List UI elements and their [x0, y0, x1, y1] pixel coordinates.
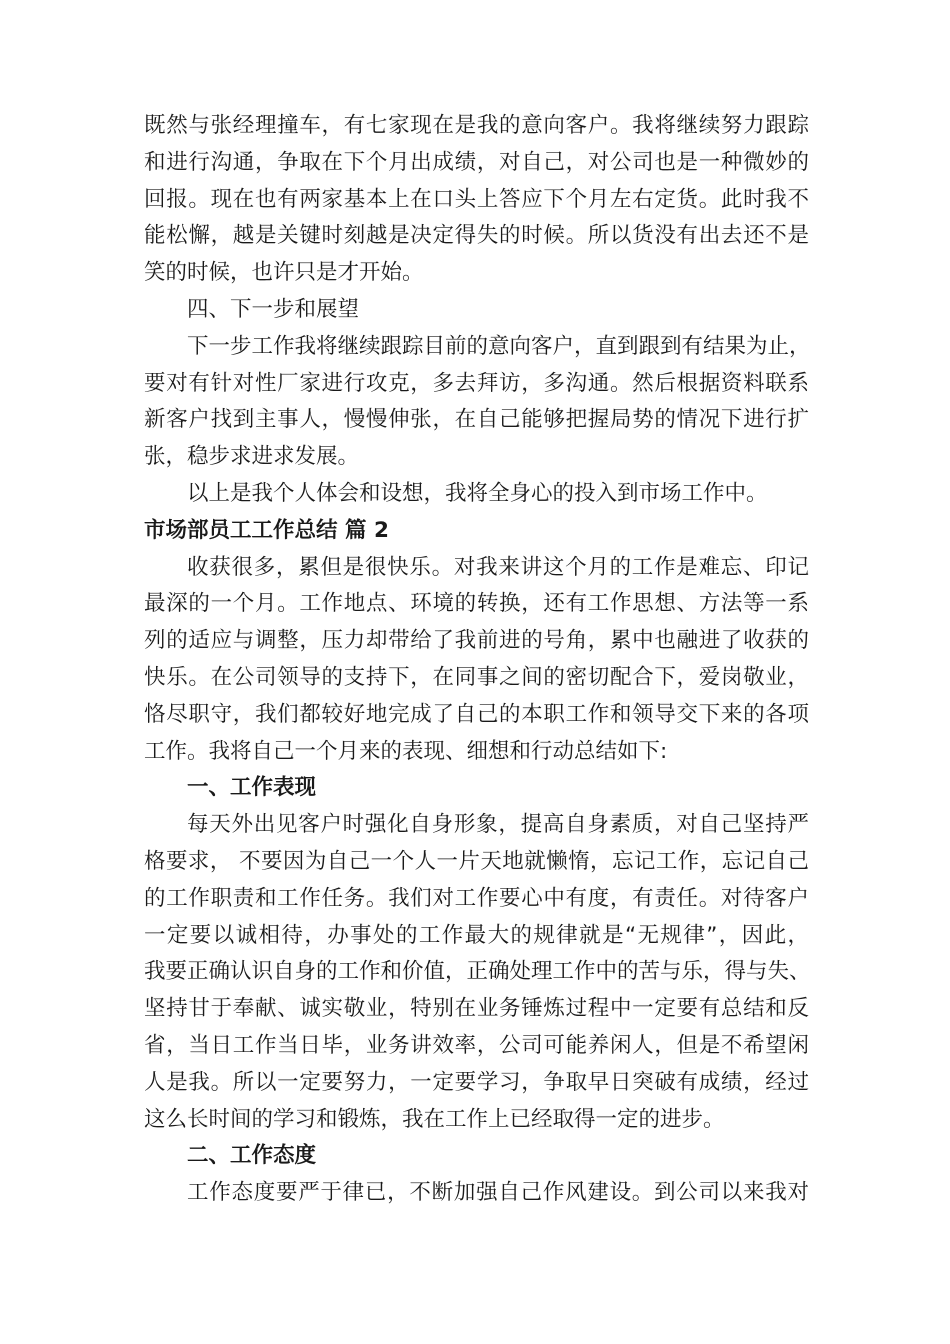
text-line: 省，当日工作当日毕，业务讲效率，公司可能养闲人，但是不希望闲 [144, 1032, 809, 1058]
text-line: 一定要以诚相待，办事处的工作最大的规律就是“无规律”，因此， [144, 922, 809, 948]
text-line: 工作态度要严于律已，不断加强自己作风建设。到公司以来我对 [187, 1180, 809, 1206]
text-line: 的工作职责和工作任务。我们对工作要心中有度，有责任。对待客户 [144, 885, 809, 911]
text-line: 列的适应与调整，压力却带给了我前进的号角，累中也融进了收获的 [144, 628, 809, 654]
text-line: 以上是我个人体会和设想，我将全身心的投入到市场工作中。 [187, 480, 768, 506]
text-line: 四、下一步和展望 [187, 296, 360, 322]
text-line: 回报。现在也有两家基本上在口头上答应下个月左右定货。此时我不 [144, 186, 809, 212]
text-line: 和进行沟通，争取在下个月出成绩，对自己，对公司也是一种微妙的 [144, 149, 809, 175]
document-page [144, 108, 809, 1212]
text-line: 笑的时候，也许只是才开始。 [144, 260, 424, 286]
text-line: 既然与张经理撞车，有七家现在是我的意向客户。我将继续努力跟踪 [144, 113, 809, 138]
text-line: 恪尽职守，我们都较好地完成了自己的本职工作和领导交下来的各项 [144, 701, 809, 727]
section-heading: 二、工作态度 [187, 1143, 317, 1169]
text-line: 坚持甘于奉献、诚实敬业，特别在业务锤炼过程中一定要有总结和反 [144, 996, 809, 1022]
text-line: 张，稳步求进求发展。 [144, 444, 360, 470]
section-heading: 一、工作表现 [187, 775, 317, 801]
section-heading: 市场部员工工作总结 篇 2 [144, 517, 389, 543]
text-line: 最深的一个月。工作地点、环境的转换，还有工作思想、方法等一系 [144, 591, 809, 617]
text-line: 收获很多，累但是很快乐。对我来讲这个月的工作是难忘、印记 [187, 554, 809, 580]
text-line: 要对有针对性厂家进行攻克，多去拜访，多沟通。然后根据资料联系 [144, 370, 809, 396]
text-line: 下一步工作我将继续跟踪目前的意向客户，直到跟到有结果为止， [187, 333, 811, 359]
text-line: 新客户找到主事人，慢慢伸张，在自己能够把握局势的情况下进行扩 [144, 407, 809, 433]
text-line: 快乐。在公司领导的支持下，在同事之间的密切配合下，爱岗敬业， [144, 664, 809, 690]
text-line: 格要求， 不要因为自己一个人一片天地就懒惰，忘记工作，忘记自己 [144, 848, 809, 874]
text-line: 工作。我将自己一个月来的表现、细想和行动总结如下: [144, 738, 668, 764]
text-line: 这么长时间的学习和锻炼，我在工作上已经取得一定的进步。 [144, 1106, 725, 1132]
text-line: 每天外出见客户时强化自身形象，提高自身素质，对自己坚持严 [187, 812, 809, 838]
text-line: 能松懈，越是关键时刻越是决定得失的时候。所以货没有出去还不是 [144, 223, 809, 249]
text-line: 人是我。所以一定要努力，一定要学习，争取早日突破有成绩，经过 [144, 1069, 809, 1095]
text-line: 我要正确认识自身的工作和价值，正确处理工作中的苦与乐，得与失、 [144, 959, 811, 985]
